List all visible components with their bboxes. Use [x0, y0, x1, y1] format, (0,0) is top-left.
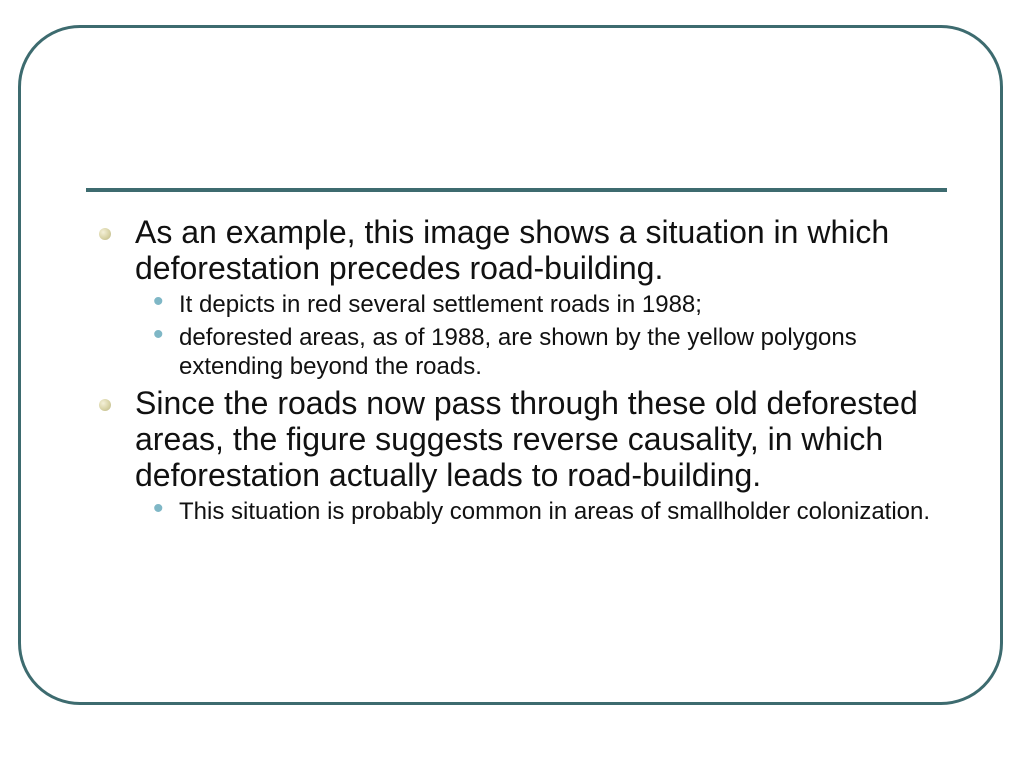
- title-divider: [86, 188, 947, 192]
- small-dot-icon: •: [153, 492, 164, 525]
- round-bullet-icon: [99, 228, 111, 240]
- sub-bullet-item: [95, 492, 945, 526]
- slide-body: [95, 214, 945, 526]
- bullet-item: [95, 214, 945, 286]
- round-bullet-icon: [99, 399, 111, 411]
- sub-bullet-text: This situation is probably common in areas of smallholder colonization.: [179, 498, 931, 525]
- sub-bullet-item: [95, 285, 945, 319]
- small-dot-icon: •: [153, 285, 164, 318]
- bullet-text: As an example, this image shows a situation in which deforestation precedes road-building.: [135, 214, 890, 286]
- sub-bullet-text: It depicts in red several settlement roads in 1988;: [179, 291, 702, 318]
- bullet-item: [95, 385, 945, 493]
- bullet-text: Since the roads now pass through these old deforested areas, the figure suggests reverse causality, in which deforestation actually leads to road-building.: [135, 385, 918, 493]
- small-dot-icon: •: [153, 318, 164, 351]
- sub-bullet-text: deforested areas, as of 1988, are shown by the yellow polygons extending beyond the roads.: [179, 324, 857, 380]
- sub-bullet-item: [95, 318, 945, 381]
